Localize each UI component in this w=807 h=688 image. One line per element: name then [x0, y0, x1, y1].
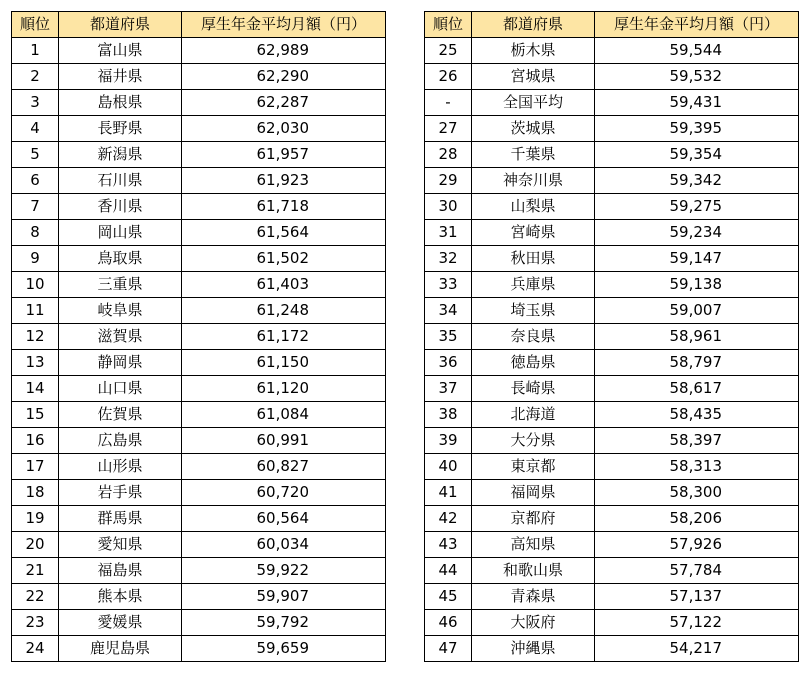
rank-cell: 17: [12, 454, 59, 480]
rank-cell: 1: [12, 38, 59, 64]
prefecture-cell: 滋賀県: [59, 324, 182, 350]
prefecture-cell: 宮城県: [472, 64, 595, 90]
amount-cell: 59,922: [182, 558, 386, 584]
prefecture-cell: 大分県: [472, 428, 595, 454]
rank-cell: 22: [12, 584, 59, 610]
rank-cell: 28: [425, 142, 472, 168]
rank-cell: 47: [425, 636, 472, 662]
rank-cell: 21: [12, 558, 59, 584]
amount-cell: 58,300: [595, 480, 799, 506]
prefecture-cell: 全国平均: [472, 90, 595, 116]
amount-cell: 61,120: [182, 376, 386, 402]
amount-cell: 58,313: [595, 454, 799, 480]
amount-cell: 58,397: [595, 428, 799, 454]
table-header-row: [425, 12, 799, 38]
rank-cell: 3: [12, 90, 59, 116]
amount-cell: 59,544: [595, 38, 799, 64]
rank-cell: 45: [425, 584, 472, 610]
prefecture-column-header: 都道府県: [59, 12, 182, 38]
amount-cell: 58,617: [595, 376, 799, 402]
table-row: [425, 636, 799, 662]
prefecture-cell: 山梨県: [472, 194, 595, 220]
amount-cell: 62,030: [182, 116, 386, 142]
amount-cell: 58,797: [595, 350, 799, 376]
table-row: [12, 272, 386, 298]
rank-cell: -: [425, 90, 472, 116]
prefecture-cell: 岩手県: [59, 480, 182, 506]
prefecture-cell: 長崎県: [472, 376, 595, 402]
rank-column-header: 順位: [12, 12, 59, 38]
rank-cell: 34: [425, 298, 472, 324]
table-row: [12, 194, 386, 220]
amount-cell: 61,084: [182, 402, 386, 428]
ranking-table-left: [11, 11, 386, 662]
rank-cell: 7: [12, 194, 59, 220]
amount-cell: 62,287: [182, 90, 386, 116]
table-row: [12, 558, 386, 584]
amount-cell: 59,138: [595, 272, 799, 298]
table-row: [425, 480, 799, 506]
rank-cell: 37: [425, 376, 472, 402]
prefecture-cell: 東京都: [472, 454, 595, 480]
rank-column-header: 順位: [425, 12, 472, 38]
prefecture-cell: 愛媛県: [59, 610, 182, 636]
table-row: [12, 142, 386, 168]
ranking-table-right: [424, 11, 799, 662]
table-row: [12, 246, 386, 272]
table-row: [425, 142, 799, 168]
prefecture-cell: 静岡県: [59, 350, 182, 376]
rank-cell: 23: [12, 610, 59, 636]
table-row: [12, 168, 386, 194]
table-row: [425, 38, 799, 64]
rank-cell: 33: [425, 272, 472, 298]
rank-cell: 41: [425, 480, 472, 506]
table-row: [12, 350, 386, 376]
prefecture-cell: 山形県: [59, 454, 182, 480]
prefecture-cell: 茨城県: [472, 116, 595, 142]
prefecture-cell: 福井県: [59, 64, 182, 90]
rank-cell: 31: [425, 220, 472, 246]
rank-cell: 2: [12, 64, 59, 90]
table-row: [12, 532, 386, 558]
table-row: [425, 454, 799, 480]
prefecture-cell: 徳島県: [472, 350, 595, 376]
prefecture-cell: 鹿児島県: [59, 636, 182, 662]
table-row: [425, 194, 799, 220]
amount-cell: 61,172: [182, 324, 386, 350]
rank-cell: 6: [12, 168, 59, 194]
rank-cell: 44: [425, 558, 472, 584]
rank-cell: 14: [12, 376, 59, 402]
amount-cell: 60,991: [182, 428, 386, 454]
prefecture-cell: 兵庫県: [472, 272, 595, 298]
prefecture-cell: 愛知県: [59, 532, 182, 558]
rank-cell: 36: [425, 350, 472, 376]
rank-cell: 16: [12, 428, 59, 454]
amount-cell: 61,502: [182, 246, 386, 272]
amount-cell: 59,234: [595, 220, 799, 246]
amount-column-header: 厚生年金平均月額（円）: [182, 12, 386, 38]
amount-cell: 61,150: [182, 350, 386, 376]
table-row: [12, 298, 386, 324]
prefecture-cell: 岡山県: [59, 220, 182, 246]
rank-cell: 9: [12, 246, 59, 272]
table-row: [425, 324, 799, 350]
rank-cell: 4: [12, 116, 59, 142]
prefecture-column-header: 都道府県: [472, 12, 595, 38]
amount-cell: 59,431: [595, 90, 799, 116]
table-row: [12, 38, 386, 64]
table-row: [12, 454, 386, 480]
rank-cell: 26: [425, 64, 472, 90]
table-row: [425, 532, 799, 558]
rank-cell: 38: [425, 402, 472, 428]
prefecture-cell: 北海道: [472, 402, 595, 428]
prefecture-cell: 長野県: [59, 116, 182, 142]
rank-cell: 46: [425, 610, 472, 636]
rank-cell: 12: [12, 324, 59, 350]
table-row: [425, 90, 799, 116]
amount-cell: 59,342: [595, 168, 799, 194]
amount-column-header: 厚生年金平均月額（円）: [595, 12, 799, 38]
rank-cell: 10: [12, 272, 59, 298]
rank-cell: 40: [425, 454, 472, 480]
table-row: [425, 272, 799, 298]
table-row: [425, 220, 799, 246]
table-row: [12, 402, 386, 428]
table-row: [425, 298, 799, 324]
table-row: [425, 506, 799, 532]
prefecture-cell: 石川県: [59, 168, 182, 194]
amount-cell: 57,122: [595, 610, 799, 636]
prefecture-cell: 鳥取県: [59, 246, 182, 272]
amount-cell: 60,827: [182, 454, 386, 480]
amount-cell: 62,290: [182, 64, 386, 90]
prefecture-cell: 福島県: [59, 558, 182, 584]
rank-cell: 35: [425, 324, 472, 350]
prefecture-cell: 佐賀県: [59, 402, 182, 428]
rank-cell: 27: [425, 116, 472, 142]
prefecture-cell: 香川県: [59, 194, 182, 220]
amount-cell: 59,354: [595, 142, 799, 168]
prefecture-cell: 埼玉県: [472, 298, 595, 324]
amount-cell: 58,961: [595, 324, 799, 350]
prefecture-cell: 奈良県: [472, 324, 595, 350]
amount-cell: 54,217: [595, 636, 799, 662]
rank-cell: 29: [425, 168, 472, 194]
table-row: [425, 558, 799, 584]
table-row: [12, 428, 386, 454]
amount-cell: 59,792: [182, 610, 386, 636]
prefecture-cell: 大阪府: [472, 610, 595, 636]
amount-cell: 61,718: [182, 194, 386, 220]
table-row: [12, 64, 386, 90]
amount-cell: 60,720: [182, 480, 386, 506]
rank-cell: 11: [12, 298, 59, 324]
table-row: [12, 610, 386, 636]
amount-cell: 58,206: [595, 506, 799, 532]
rank-cell: 30: [425, 194, 472, 220]
table-row: [12, 220, 386, 246]
prefecture-cell: 岐阜県: [59, 298, 182, 324]
rank-cell: 8: [12, 220, 59, 246]
prefecture-cell: 三重県: [59, 272, 182, 298]
rank-cell: 39: [425, 428, 472, 454]
rank-cell: 18: [12, 480, 59, 506]
table-header-row: [12, 12, 386, 38]
prefecture-cell: 広島県: [59, 428, 182, 454]
amount-cell: 60,564: [182, 506, 386, 532]
prefecture-cell: 神奈川県: [472, 168, 595, 194]
rank-cell: 13: [12, 350, 59, 376]
prefecture-cell: 秋田県: [472, 246, 595, 272]
amount-cell: 60,034: [182, 532, 386, 558]
table-row: [425, 584, 799, 610]
table-row: [12, 324, 386, 350]
table-row: [425, 402, 799, 428]
table-row: [425, 168, 799, 194]
amount-cell: 57,926: [595, 532, 799, 558]
rank-cell: 43: [425, 532, 472, 558]
amount-cell: 57,137: [595, 584, 799, 610]
rank-cell: 42: [425, 506, 472, 532]
amount-cell: 59,907: [182, 584, 386, 610]
amount-cell: 59,007: [595, 298, 799, 324]
table-row: [12, 480, 386, 506]
rank-cell: 20: [12, 532, 59, 558]
prefecture-cell: 福岡県: [472, 480, 595, 506]
prefecture-cell: 宮崎県: [472, 220, 595, 246]
table-row: [425, 246, 799, 272]
amount-cell: 59,532: [595, 64, 799, 90]
table-row: [12, 116, 386, 142]
table-row: [12, 90, 386, 116]
prefecture-cell: 京都府: [472, 506, 595, 532]
amount-cell: 59,659: [182, 636, 386, 662]
prefecture-cell: 青森県: [472, 584, 595, 610]
amount-cell: 59,147: [595, 246, 799, 272]
amount-cell: 59,275: [595, 194, 799, 220]
prefecture-cell: 山口県: [59, 376, 182, 402]
table-row: [425, 376, 799, 402]
amount-cell: 62,989: [182, 38, 386, 64]
amount-cell: 58,435: [595, 402, 799, 428]
rank-cell: 32: [425, 246, 472, 272]
prefecture-cell: 高知県: [472, 532, 595, 558]
amount-cell: 61,564: [182, 220, 386, 246]
rank-cell: 19: [12, 506, 59, 532]
amount-cell: 59,395: [595, 116, 799, 142]
amount-cell: 57,784: [595, 558, 799, 584]
table-row: [12, 376, 386, 402]
prefecture-cell: 島根県: [59, 90, 182, 116]
table-row: [12, 636, 386, 662]
prefecture-cell: 沖縄県: [472, 636, 595, 662]
amount-cell: 61,403: [182, 272, 386, 298]
amount-cell: 61,248: [182, 298, 386, 324]
prefecture-cell: 群馬県: [59, 506, 182, 532]
table-row: [425, 610, 799, 636]
rank-cell: 15: [12, 402, 59, 428]
amount-cell: 61,957: [182, 142, 386, 168]
table-row: [425, 428, 799, 454]
prefecture-cell: 新潟県: [59, 142, 182, 168]
table-row: [425, 64, 799, 90]
prefecture-cell: 和歌山県: [472, 558, 595, 584]
prefecture-cell: 富山県: [59, 38, 182, 64]
table-row: [425, 350, 799, 376]
table-row: [12, 584, 386, 610]
table-row: [425, 116, 799, 142]
table-row: [12, 506, 386, 532]
prefecture-cell: 熊本県: [59, 584, 182, 610]
rank-cell: 5: [12, 142, 59, 168]
prefecture-cell: 栃木県: [472, 38, 595, 64]
rank-cell: 25: [425, 38, 472, 64]
amount-cell: 61,923: [182, 168, 386, 194]
prefecture-cell: 千葉県: [472, 142, 595, 168]
rank-cell: 24: [12, 636, 59, 662]
